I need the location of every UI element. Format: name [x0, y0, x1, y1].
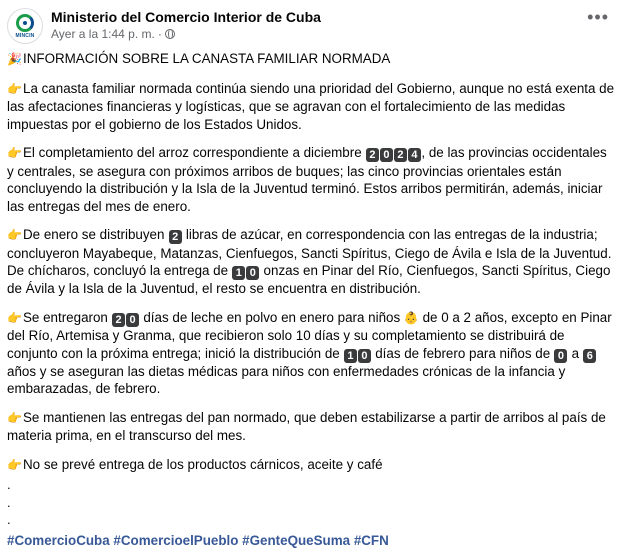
paragraph-6	[7, 456, 615, 475]
paragraph-2	[7, 144, 615, 215]
keycap-digit: 2	[169, 230, 182, 244]
post-meta	[51, 8, 321, 42]
hashtag-link[interactable]: #CFN	[354, 533, 389, 548]
pointing-hand-icon: 👉	[7, 410, 22, 428]
keycap-digit: 1	[344, 349, 357, 363]
hashtag-link[interactable]: #ComercioCuba	[7, 533, 110, 548]
meta-separator: ·	[158, 26, 162, 42]
pointing-hand-icon: 👉	[7, 81, 22, 99]
paragraph-4-text-f: años y se aseguran las dietas médicas para niños con enfermedades crónicas de la infancia y embarazadas, de febrero.	[7, 364, 565, 397]
keycap-digit: 2	[366, 148, 379, 162]
keycap-digit: 2	[394, 148, 407, 162]
baby-face-icon: 👶	[404, 311, 419, 325]
avatar-label: MINCIN	[16, 33, 35, 39]
keycap-digit: 0	[126, 313, 139, 327]
paragraph-3	[7, 226, 615, 298]
globe-icon[interactable]	[165, 29, 175, 39]
post-title	[7, 50, 615, 69]
paragraph-3-text-c: onzas en Pinar del Río, Cienfuegos, Sancti Spíritus, Ciego de Ávila y la Isla de la Juventud, el resto se encuentra en distribución.	[7, 263, 610, 296]
pointing-hand-icon: 👉	[7, 457, 22, 475]
pointing-hand-icon: 👉	[7, 145, 22, 163]
avatar[interactable]	[7, 8, 43, 44]
keycap-digit: 1	[232, 266, 245, 280]
pointing-hand-icon: 👉	[7, 227, 22, 245]
post-title-text: INFORMACIÓN SOBRE LA CANASTA FAMILIAR NORMADA	[23, 51, 390, 66]
post-body	[7, 50, 615, 549]
dot-line: .	[7, 511, 615, 529]
hashtag-link[interactable]: #ComercioelPueblo	[113, 533, 238, 548]
paragraph-1	[7, 80, 615, 134]
post-timestamp[interactable]: Ayer a la 1:44 p. m.	[51, 26, 155, 42]
paragraph-4-text-c: de 0 a 2 años, excepto en Pinar del Río, Artemisa y Granma, que recibieron solo 10 días y su completamiento se distribuirá de conjunto con la próxima entrega; inició la distribución de	[7, 310, 612, 361]
keycap-digit: 6	[583, 349, 596, 363]
paragraph-3-text-b: libras de azúcar, en correspondencia con las entregas de la industria; concluyeron Mayabeque, Matanzas, Cienfuegos, Sancti Spíritus, Ciego de Ávila e Isla de la Juventud. De chícharos, concluyó la entrega de	[7, 227, 611, 278]
paragraph-2-text-b: , de las provincias occidentales y centrales, se asegura con próximos arribos de buques; las cinco provincias orientales están concluyendo la distribución y la Isla de la Juventud terminó. Estos arribos permitirán, además, iniciar las entregas del mes de enero.	[7, 145, 607, 214]
pointing-hand-icon: 👉	[7, 310, 22, 328]
paragraph-4	[7, 309, 615, 398]
hashtag-link[interactable]: #GenteQueSuma	[242, 533, 350, 548]
paragraph-5-text: Se mantienen las entregas del pan normado, que deben estabilizarse a partir de arribos al país de materia prima, en el transcurso del mes.	[7, 410, 606, 444]
paragraph-1-text: La canasta familiar normada continúa siendo una prioridad del Gobierno, aunque no está exenta de las afectaciones financieras y logísticas, que se agravan con el fortalecimiento de las medidas impuestas por el gobierno de los Estados Unidos.	[7, 81, 614, 132]
keycap-digit: 0	[380, 148, 393, 162]
paragraph-4-text-b: días de leche en polvo en enero para niños	[143, 310, 400, 325]
dot-line: .	[7, 494, 615, 512]
paragraph-4-text-e: a	[572, 346, 579, 361]
keycap-digit: 0	[358, 349, 371, 363]
paragraph-5	[7, 409, 615, 445]
post-subline	[51, 26, 321, 42]
hashtag-row	[7, 532, 615, 549]
more-options-icon[interactable]: •••	[587, 12, 609, 22]
post-header	[7, 0, 615, 50]
paragraph-6-text: No se prevé entrega de los productos cárnicos, aceite y café	[23, 457, 383, 472]
keycap-digit: 2	[112, 313, 125, 327]
mincin-logo-icon	[16, 14, 34, 32]
paragraph-3-text-a: De enero se distribuyen	[23, 227, 164, 242]
keycap-digit: 0	[246, 266, 259, 280]
keycap-digit: 4	[408, 148, 421, 162]
keycap-digit: 0	[554, 349, 567, 363]
paragraph-2-text-a: El completamiento del arroz correspondiente a diciembre	[23, 145, 362, 160]
dot-line: .	[7, 476, 615, 494]
paragraph-4-text-d: días de febrero para niños de	[375, 346, 550, 361]
paragraph-4-text-a: Se entregaron	[23, 310, 108, 325]
page-name-link[interactable]: Ministerio del Comercio Interior de Cuba	[51, 8, 321, 26]
party-popper-icon: 🎉	[7, 51, 22, 69]
year-keycaps	[365, 145, 421, 160]
